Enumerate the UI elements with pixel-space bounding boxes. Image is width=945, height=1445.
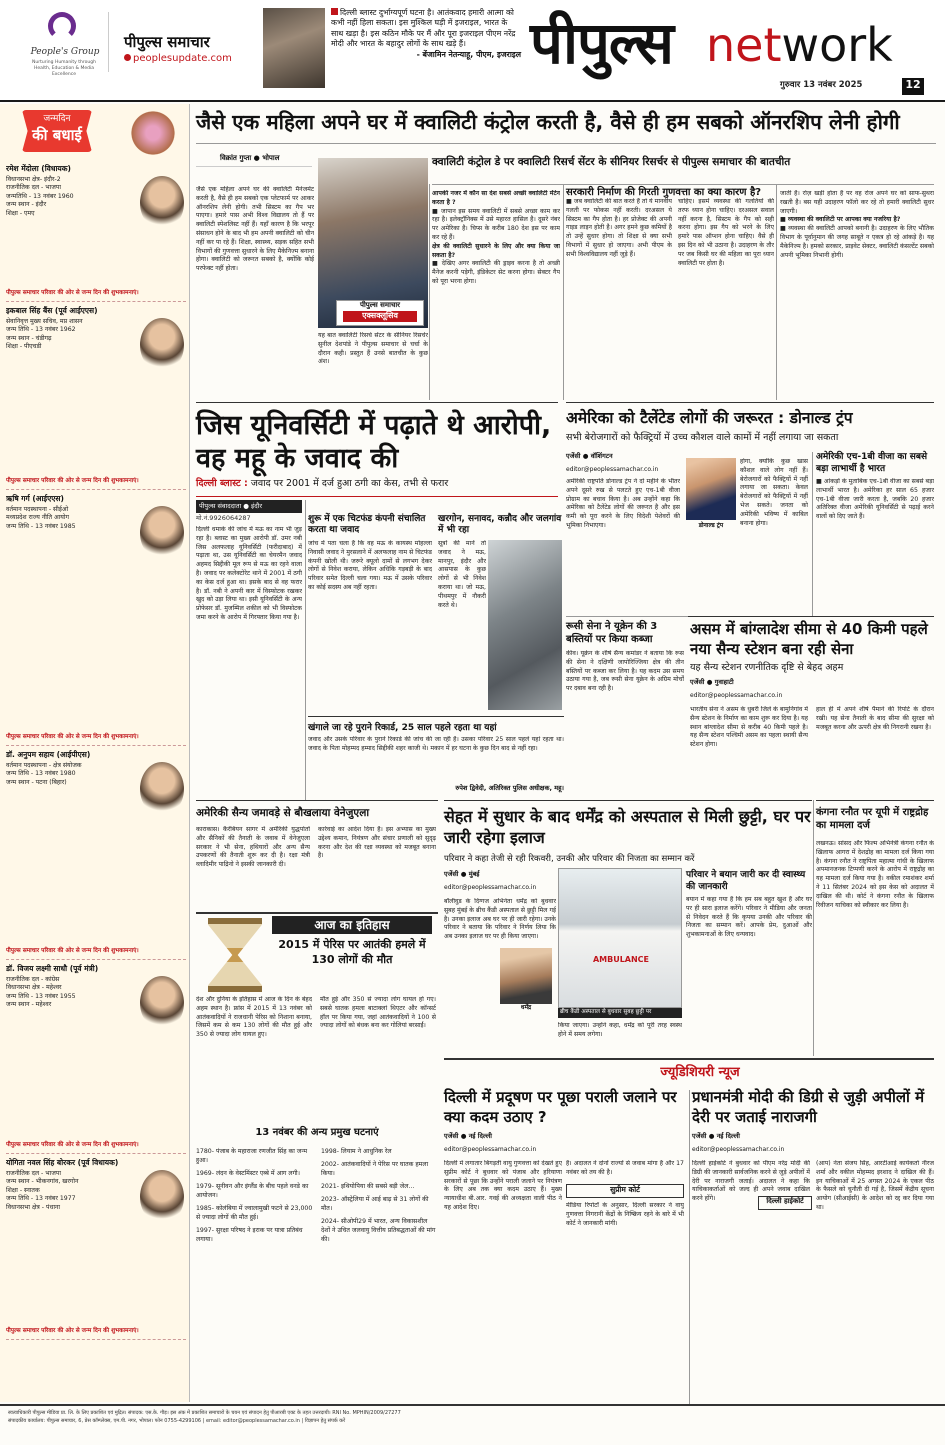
birthday-detail: विधानसभा क्षेत्र- इंदौर-2 bbox=[6, 176, 61, 184]
lead-deck: क्वालिटी कंट्रोल डे पर क्वालिटी रिसर्च सेंटर के सीनियर रिसर्चर से पीपुल्स समाचार की बातचीत bbox=[432, 156, 791, 168]
birthday-name: योगिता नवल सिंह बोरकर (पूर्व विधायक) bbox=[6, 1158, 119, 1167]
dharmendra-headline: सेहत में सुधार के बाद धर्मेंद्र को अस्पताल से मिली छुट्टी, घर पर जारी रहेगा इलाज bbox=[444, 807, 811, 848]
history-body-col1: देश और दुनिया के इतिहास में आज के दिन के बेहद अहम स्थान है। फ्रांस में 2015 में 13 नवंबर को आतंकवादियों ने राजधानी पेरिस को निशाना बनाया, जिसमें कम से कम 130 लोगों की मौत हुई और 350 से ज्यादा लोग घायल हुए। bbox=[196, 996, 312, 1039]
flower-basket-icon bbox=[128, 108, 178, 158]
ambulance-caption: ब्रीच कैंडी अस्पताल से बुधवार सुबह छुट्टी पर bbox=[558, 1008, 682, 1018]
univ-body-col4: जवाद और उसके परिवार के पुराने रिकार्ड की जांच की जा रही है। उसका परिवार 25 साल पहले यहां रहता था। जवाद के पिता मोहम्मद हम्माद सिद्दीकी शहर काजी थे। मकान में हर घटना के कुछ दिन बाद से नहीं रहा। bbox=[308, 736, 564, 752]
lead-byline: विक्रांत गुप्ता ● भोपाल bbox=[220, 154, 280, 162]
trump-photo-caption: डोनाल्ड ट्रंप bbox=[698, 522, 724, 529]
birthday-photo bbox=[140, 176, 184, 230]
birthday-detail: राजनीतिक दल - भाजपा bbox=[6, 1170, 61, 1178]
quote-box: दिल्ली ब्लास्ट दुर्भाग्यपूर्ण घटना है। आतंकवाद हमारी आत्मा को कभी नहीं हिला सकता। इस मुश्किल घड़ी में इजराइल, भारत के साथ खड़ा है। इस कठिन मौके पर मैं और पूरा इजराइल पीएम नरेंद्र मोदी और भारत के बहादुर लोगों के साथ खड़े हैं। - बेंजामिन नेतन्याहू, पीएम, इजराइल bbox=[331, 8, 521, 60]
lead-body-col3: आपकी नजर में कौन सा देश सबसे अच्छी क्वालिटी मेंटेन करता है ? ■ जापान इस समय क्वालिटी में सबसे अच्छा काम कर रहा है। इलेक्ट्रॉनिक्स में उसे महारत हासिल है। दूसरे नंबर पर अमेरिका है। चिप्स के करीब 180 देश इस पर काम कर रहे हैं। क्षेत्र की क्वालिटी सुधारने के लिए और क्या किया जा सकता है? ■ देखिए अगर क्वालिटी की ड्राइव करना है तो अच्छी मैनेज करनी पड़ेगी, इंडिकेटर सेट करना होगा। सेक्टर गैप को पूरा भरना होगा। bbox=[432, 190, 560, 285]
birthday-wish: पीपुल्स समाचार परिवार की ओर से जन्म दिन की शुभकामनाएं। bbox=[6, 478, 139, 485]
birthday-detail: वर्तमान पदस्थापना - सीईओ bbox=[6, 506, 69, 514]
trump-email: editor@peoplessamachar.co.in bbox=[566, 466, 659, 473]
tag-supreme-court: सुप्रीम कोर्ट bbox=[566, 1184, 684, 1198]
judiciary-headline-right: प्रधानमंत्री मोदी की डिग्री से जुड़ी अपीलों में देरी पर जताई नाराजगी bbox=[692, 1088, 925, 1126]
website[interactable]: peoplesupdate.com bbox=[124, 52, 232, 66]
venezuela-headline: अमेरिकी सैन्य जमावड़े से बौखलाया वेनेजुएला bbox=[196, 807, 370, 819]
assam-headline: असम में बांग्लादेश सीमा से 40 किमी पहले नया सैन्य स्टेशन बना रही सेना bbox=[690, 620, 928, 658]
birthday-detail: जन्म तिथि - 13 नवंबर 1985 bbox=[6, 522, 76, 530]
trump-side-head: अमेरिकी एच-1बी वीजा का सबसे बड़ा लाभार्थी है भारत bbox=[816, 452, 928, 474]
history-event: 2024- सीओपी29 में भारत, अन्य विकासशील देशों ने उचित जलवायु वित्तीय प्रतिबद्धताओं की मांग की। bbox=[321, 1217, 436, 1243]
birthday-photo bbox=[140, 762, 184, 816]
assam-email: editor@peoplessamachar.co.in bbox=[690, 692, 783, 699]
page-number: 12 bbox=[902, 78, 924, 95]
lead-body-col6: जाती है। रोज़ खड़ी होता है पर वह रोज अपने घर को साफ-सुथरा रखती है। बस यही उदाहरण फॉलो कर रहे तो हमारी क्वालिटी सुधर जाएगी। ■ व्यवस्था की क्वालिटी पर आपका क्या नजरिया है? ■ व्यवस्था की क्वालिटी आपको बनानी है। उदाहरण के लिए भौतिक विभाग के पूर्वानुमान की जगह साबूते न एकत्र हो रहे आंकड़े है। यह मैकेनिज्म है। हमको सरकार, प्राइवेट सेक्टर, क्वालिटी कंसल्टेंट सबको अपनी भूमिका निभानी होगी। bbox=[780, 190, 934, 259]
birthday-name: ऋषि गर्ग (आईएएस) bbox=[6, 494, 64, 503]
judiciary-headline-left: दिल्ली में प्रदूषण पर पूछा पराली जलाने पर क्या कदम उठाए ? bbox=[444, 1088, 677, 1126]
history-event: 1780- पंजाब के महाराजा रणजीत सिंह का जन्म हुआ। bbox=[196, 1148, 308, 1164]
birthday-list bbox=[6, 164, 186, 1344]
ambulance-photo: AMBULANCE bbox=[558, 868, 682, 1008]
birthday-name: डॉ. अनुपम सहाय (आईपीएस) bbox=[6, 750, 91, 759]
birthday-wish: पीपुल्स समाचार परिवार की ओर से जन्म दिन की शुभकामनाएं। bbox=[6, 290, 139, 297]
dharmendra-photo bbox=[500, 948, 552, 1004]
birthday-entry bbox=[6, 1158, 186, 1340]
birthday-name: डॉ. विजय लक्ष्मी साधौ (पूर्व मंत्री) bbox=[6, 964, 99, 973]
birthday-detail: जन्म स्थान - महेश्वर bbox=[6, 1001, 52, 1009]
history-event: 2002- आतंकवादियों ने पेरिस पर घातक हमला किया। bbox=[321, 1160, 429, 1177]
tag-delhi-high-court: दिल्ली हाईकोर्ट bbox=[758, 1196, 812, 1210]
footer-line-1: स्वत्वाधिकारी पीपुल्स मीडिया प्रा. लि. के लिए प्रकाशित एवं मुद्रित। संपादक: एस.के. गौड़। इस अंक में प्रकाशित समाचारों के चयन एवं संपादन हेतु पीआरबी एक्ट के तहत उत्तरदायी। RNI No. MPHIN/2009/27277 bbox=[8, 1410, 401, 1416]
birthday-photo bbox=[140, 506, 184, 560]
lead-q2: सरकारी निर्माण की गिरती गुणवत्ता का क्या कारण है? bbox=[566, 187, 762, 198]
birthday-column bbox=[0, 104, 190, 1402]
birthday-name: रमेश मेंदोला (विधायक) bbox=[6, 164, 71, 173]
dharmendra-email: editor@peoplessamachar.co.in bbox=[444, 884, 537, 891]
judiciary-left-body-col2b: मीडिया रिपोर्टों के अनुसार, दिल्ली सरकार ने वायु गुणवत्ता निगरानी केंद्रों के निष्क्रिय रहने के बारे में भी कोर्ट ने जानकारी मांगी। bbox=[566, 1202, 684, 1227]
univ-body-col2: जांच में पता चला है कि वह मऊ के कायस्थ मोहल्ला निवासी जवाद ने मुरसलाने में अलफलाह नाम से चिटफंड कंपनी खोली थी। जरूरे क्यूलो दामों से लगभग देकर लोगों से निवेश कराया, लेकिन अधिकि गड़बड़ी के बाद परिवार समेत दिल्ली चला गया। मऊ में उसके परिवार का कोई सदस्य अब नहीं रहता। bbox=[308, 540, 432, 591]
judiciary-byline-left: एजेंसी ● नई दिल्ली bbox=[444, 1132, 492, 1140]
judiciary-left-body-col2a: है। अदालत ने दोनों राज्यों से जवाब मांगा है और 17 नवंबर को तय की है। bbox=[566, 1160, 684, 1176]
birthday-wish: पीपुल्स समाचार परिवार की ओर से जन्म दिन की शुभकामनाएं। bbox=[6, 1328, 139, 1335]
assam-body-col1: भारतीय सेना ने असम के धुबरी जिले के बामुनिगांव में सैन्य स्टेशन के निर्माण का काम शुरू कर दिया है। यह स्थान बांग्लादेश सीमा से करीब 40 किमी पहले है। यह सैन्य स्टेशन पश्चिमी असम का पहला स्थायी सैन्य स्टेशन होगा। bbox=[690, 706, 808, 749]
trump-headline: अमेरिका को टैलेंटेड लोगों की जरूरत : डोनाल्ड ट्रंप bbox=[566, 409, 853, 427]
group-name: People's Group bbox=[30, 47, 100, 57]
brand-small: पीपुल्स समाचार bbox=[124, 33, 210, 51]
quote-author: - बेंजामिन नेतन्याहू, पीएम, इजराइल bbox=[416, 50, 521, 60]
history-event: 1998- लियाम ने आधुनिक रेल bbox=[321, 1148, 392, 1155]
birthday-photo bbox=[140, 1170, 184, 1224]
history-event: 1969- लंदन के वेस्टमिंस्टर एब्बे में आग लगी। bbox=[196, 1169, 301, 1177]
birthday-detail: विधानसभा क्षेत्र - पंधाना bbox=[6, 1203, 60, 1211]
birthday-wish: पीपुल्स समाचार परिवार की ओर से जन्म दिन की शुभकामनाएं। bbox=[6, 1142, 139, 1149]
birthday-entry bbox=[6, 494, 186, 746]
dharmendra-byline: एजेंसी ● मुंबई bbox=[444, 870, 480, 878]
birthday-detail: जन्म तिथि - 13 नवंबर 1977 bbox=[6, 1195, 76, 1203]
history-label: आज का इतिहास bbox=[272, 916, 432, 934]
title-hindi: पीपुल्स bbox=[530, 9, 673, 77]
univ-body-col1: दिल्ली धमाके की जांच में मऊ का नाम भी जुड़ रहा है। ब्लास्ट का मुख्य आरोपी डॉ. उमर नबी जिस अलफलाह यूनिवर्सिटी (फरीदाबाद) में पढ़ाता था, उस यूनिवर्सिटी का चेयरमैन जवाद अहमद सिद्दीकी मूल रूप से मऊ का रहने वाला है। जवाद पर कलेक्टोरेट थाने में 2001 में ठगी का केस दर्ज हुआ था। इसके बाद से वह फरार है। डॉ. नबी ने अपनी कार में विस्फोटक रखकर खुद को उड़ा लिया था। इसी यूनिवर्सिटी के अन्य प्रोफेसर डॉ. मुजम्मिल शकील को भी विस्फोटक जमा करने के आरोप में गिरफ्तार किया गया है। bbox=[196, 526, 302, 621]
birthday-detail: जन्म स्थान - भीकनगांव, खरगोन bbox=[6, 1178, 79, 1186]
birthday-photo bbox=[140, 976, 184, 1030]
history-event: 1985- कोलंबिया में ज्वालामुखी फटने से 23,000 से ज्यादा लोगों की मौत हुई। bbox=[196, 1204, 313, 1221]
events-head: 13 नवंबर की अन्य प्रमुख घटनाएं bbox=[255, 1127, 379, 1138]
bullet-icon bbox=[331, 8, 338, 15]
trump-side-body: ■ आंकड़ों के मुताबिक एच-1बी वीजा का सबसे बड़ा लाभार्थी भारत है। अमेरिका हर साल 65 हजार एच-1बी वीजा जारी करता है, जबकि 20 हजार अतिरिक्त वीजा अमेरिकी यूनिवर्सिटी से पढ़ाई करने वालों को दिए जाते हैं। bbox=[816, 478, 934, 521]
peoples-group-logo bbox=[48, 12, 76, 40]
judiciary-email-right: editor@peoplessamachar.co.in bbox=[692, 1146, 785, 1153]
footer-line-2: संपादकीय कार्यालय: पीपुल्स समाचार, 6, प्रेस कॉम्प्लेक्स, एम.पी. नगर, भोपाल। फोन 0755-4299106 | email: editor@peoplessamachar.co.in | विज्ञापन हेतु संपर्क करें bbox=[8, 1417, 346, 1424]
dharmendra-body-col2: किया जाएगा। उन्होंने कहा, धर्मेंद्र को पूरी तरह स्वस्थ होने में समय लगेगा। bbox=[558, 1022, 682, 1038]
title-english: network bbox=[706, 18, 893, 72]
history-headline: 2015 में पेरिस पर आतंकी हमले में 130 लोगों की मौत bbox=[278, 938, 426, 966]
univ-sub2: खरगोन, सनावद, कन्नौद और जलगांव में भी रहा bbox=[438, 514, 562, 536]
birthday-wish: पीपुल्स समाचार परिवार की ओर से जन्म दिन की शुभकामनाएं। bbox=[6, 948, 139, 955]
kangana-body: लखनऊ। सांसद और फिल्म अभिनेत्री कंगना रनौत के खिलाफ आगरा में देशद्रोह का मामला दर्ज किया गया है। कंगना रनौत ने राष्ट्रपिता महात्मा गांधी के खिलाफ अपमानजनक टिप्पणी करने के आरोप में राष्ट्रद्रोह का यह मामला दर्ज किया गया है। वकील रमाशंकर शर्मा ने 11 सितंबर 2024 को इस केस को अदालत में दाखिल की थी। कोर्ट ने कंगना रनौत के खिलाफ रिवीजन याचिका को स्वीकार कर लिया है। bbox=[816, 840, 934, 909]
globe-icon bbox=[124, 54, 131, 61]
history-event: 1979- सूनीवन और इंग्लैंड के बीच पहले वनडे का आयोजन। bbox=[196, 1182, 309, 1199]
history-event: 2023- ऑस्ट्रेलिया में आई बाढ़ से 31 लोगों की मौत। bbox=[321, 1195, 429, 1212]
masthead bbox=[0, 0, 945, 100]
assam-byline: एजेंसी ● गुवाहाटी bbox=[690, 678, 734, 686]
birthday-detail: वर्तमान पदस्थापना - क्षेत्र संयोजक bbox=[6, 762, 82, 770]
birthday-detail: शिक्षा - स्नातक bbox=[6, 1186, 40, 1194]
univ-body-col3: सूत्रों की मानें तो जवाद ने मऊ, मानपुर, इंदौर और आसपास के कुछ लोगों से भी निवेश कराया था। जो मऊ, पीथमपुर में नौकरी करते थे। bbox=[438, 540, 486, 609]
birthday-detail: विधानसभा क्षेत्र - महेश्वर bbox=[6, 984, 62, 992]
judiciary-email-left: editor@peoplessamachar.co.in bbox=[444, 1146, 537, 1153]
birthday-entry bbox=[6, 306, 186, 490]
birthday-entry bbox=[6, 964, 186, 1154]
univ-byline: पीपुल्स संवाददाता ● इंदौर bbox=[196, 500, 302, 513]
judiciary-left-body-col1: दिल्ली में लगातार बिगड़ती वायु गुणवत्ता को देखते हुए सुप्रीम कोर्ट ने बुधवार को पंजाब और हरियाणा सरकारों से पूछा कि उन्होंने पराली जलाने पर नियंत्रण के लिए अब तक क्या कदम उठाए हैं। मुख्य न्यायाधीश बी.आर. गवई की अध्यक्षता वाली पीठ ने यह आदेश दिए। bbox=[444, 1160, 562, 1211]
venezuela-body-col2: कार्रवाई का आदेश दिया है। इस अभ्यास का मुख्य उद्देश्य कमान, नियंत्रण और संचार प्रणाली को सुदृढ़ करना और देश की रक्षा व्यवस्था को मजबूत बनाना है। bbox=[318, 826, 436, 860]
netanyahu-photo bbox=[263, 8, 325, 88]
russia-headline: रूसी सेना ने यूक्रेन की 3 बस्तियों पर किया कब्जा bbox=[566, 621, 658, 645]
birthday-detail: जन्मतिथि - 13 नवंबर 1960 bbox=[6, 192, 74, 200]
birthday-entry bbox=[6, 164, 186, 302]
birthday-detail: शिक्षा - पीएचडी bbox=[6, 343, 42, 351]
lead-body-col4: ■ जब क्वालिटी की बात करते हैं तो ये मानवीय गलती पर फोकस नहीं करती। दरअसल ये सिस्टम का गैप होता है। हर प्रोजेक्ट की अपनी गाइड लाइन होती है। अगर हमने कुछ कमियों है तो उन्हें सुधार होगा। तो शिक्षा से क्या सभी विभागों में सुधार हो जाएगा। अभी पीएम के सभी विश्वविद्यालय नहीं जुड़े हैं। bbox=[566, 198, 672, 258]
judiciary-byline-right: एजेंसी ● नई दिल्ली bbox=[692, 1132, 740, 1140]
footer-text bbox=[8, 1410, 937, 1425]
lead-body-col5: चाहिए। इसमें व्यवस्था की गलतियों की तरफ ध्यान होना चाहिए। दरअसल सवाल नहीं करना है, सिस्टम के गैप को सही करना होगा। इस गैप को भरने के लिए हमारे पास ऑप्शन होना चाहिए। वैसे ही इस दिन को भी उठाना है। उदाहरण के तौर पर जब किसी घर की महिला का पूरा ध्यान क्वालिटी पर होता है। bbox=[678, 198, 774, 267]
trump-photo bbox=[686, 458, 736, 520]
history-section bbox=[196, 912, 438, 914]
blast-car-photo bbox=[488, 540, 562, 710]
birthday-detail: शिक्षा - एमए bbox=[6, 209, 35, 217]
assam-body-col2: हाल ही में अपने शीर्ष पैमाने की रिपोर्ट के दौरान रखी। यह सेना तैनाती के बाद सीमा की सुरक्षा को मजबूत करना और ऊपरी क्षेत्र की निगरानी रखना है। bbox=[816, 706, 934, 731]
univ-reporter: रुपेश द्विवेदी, अतिरिक्त पुलिस अधीक्षक, महू। bbox=[455, 784, 564, 792]
judiciary-right-body-col1: दिल्ली हाईकोर्ट ने बुधवार को पीएम नरेंद्र मोदी की डिग्री की जानकारी सार्वजनिक करने से जुड़े अपीलों में देरी पर नाराजगी जताई। अदालत ने कहा कि याचिकाकर्ताओं को जल्द ही अपने जवाब दाखिल करने होंगे। bbox=[692, 1160, 810, 1203]
univ-headline: जिस यूनिवर्सिटी में पढ़ाते थे आरोपी, वह महू के जवाद की bbox=[196, 410, 552, 474]
venezuela-body-col1: काराकास। कैरेबियन सागर में अमेरिकी युद्धपोतों और सैनिकों की तैनाती के जवाब में वेनेजुएला सरकार ने भी सेना, हथियारों और अन्य सैन्य उपकरणों की तैनाती शुरू कर दी है। रक्षा मंत्री व्लादिमीर पाद्रिनो ने इसकी जानकारी दी। bbox=[196, 826, 310, 869]
judiciary-right-body-col2: (आप) नेता संजय सिंह, आरटीआई कार्यकर्ता नीरज शर्मा और वकील मोहम्मद इरशाद ने दाखिल की हैं। इन याचिकाओं में 25 अगस्त 2024 के एकल पीठ के फैसले को चुनौती दी गई है, जिसमें केंद्रीय सूचना आयोग (सीआईसी) के आदेश को रद्द कर दिया गया था। bbox=[816, 1160, 934, 1211]
trump-byline: एजेंसी ● वॉशिंगटन bbox=[566, 452, 613, 460]
birthday-detail: जन्म तिथि - 13 नवंबर 1955 bbox=[6, 992, 76, 1000]
history-event: 1997- सुरक्षा परिषद ने इराक पर यात्रा प्रतिबंध लगाया। bbox=[196, 1226, 303, 1243]
birthday-detail: सेवानिवृत्त मुख्य सचिव, मप्र शासन bbox=[6, 318, 83, 326]
univ-sub1: शुरू में एक चिटफंड कंपनी संचालित करता था जवाद bbox=[308, 514, 426, 536]
trump-body-col1: अमेरिकी राष्ट्रपति डोनाल्ड ट्रंप ने दो महीने के भीतर अपने दूसरे रुख से पलटते हुए एच-1बी वीजा प्रोग्राम का बचाव किया है। अब उन्होंने कहा कि अमेरिका को टैलेंटेड लोगों की जरूरत है और इस कमी को पूरा करने के लिए विदेशी पेशेवरों की भूमिका निभाएगा। bbox=[566, 478, 680, 529]
lead-body-col2: यह बात क्वालिटी रिसर्च सेंटर के सीनियर रिसर्चर सुनील देशपांडे ने पीपुल्स समाचार से चर्चा के दौरान कही। प्रस्तुत हैं उनसे बातचीत के कुछ अंश। bbox=[318, 332, 428, 366]
events-list bbox=[196, 1148, 438, 1404]
dharmendra-photo-caption: धर्मेंद्र bbox=[520, 1004, 532, 1011]
birthday-wish: पीपुल्स समाचार परिवार की ओर से जन्म दिन की शुभकामनाएं। bbox=[6, 734, 139, 741]
dharmendra-body-col1: बॉलीवुड के दिग्गज अभिनेता धर्मेंद्र को बुधवार सुबह मुंबई के ब्रीच कैंडी अस्पताल से छुट्टी मिल गई है। उनका इलाज अब घर पर ही जारी रहेगा। उनके परिवार ने बताया कि परिवार ने निर्णय लिया कि अब उनका इलाज घर पर ही किया जाएगा। bbox=[444, 898, 556, 941]
birthday-detail: जन्म स्थान - चंडीगढ़ bbox=[6, 334, 52, 342]
trump-body-col2: होगा, क्योंकि कुछ खास कौशल वाले लोग नहीं हैं। बेरोजगारों को फैक्ट्रियों में नहीं लगाया जा सकता। केवल बेरोजगारों को फैक्ट्रियों में नहीं भेज सकते। जनता को अमेरिकी भविष्य में काबिल बनाना होगा। bbox=[740, 458, 808, 527]
univ-subhead: दिल्ली ब्लास्ट : जवाद पर 2001 में दर्ज हुआ ठगी का केस, तभी से फरार bbox=[196, 478, 449, 489]
birthday-photo bbox=[140, 318, 184, 372]
birthday-detail: राजनीतिक दल - कांग्रेस bbox=[6, 976, 60, 984]
birthday-header-top: जन्मदिन bbox=[43, 114, 71, 124]
dharmendra-deck: परिवार ने कहा तेजी से रही रिकवरी, उनकी और परिवार की निजता का सम्मान करें bbox=[444, 854, 695, 864]
birthday-detail: मध्यप्रदेश राज्य नीति आयोग bbox=[6, 514, 69, 522]
trump-deck: सभी बेरोजगारों को फैक्ट्रियों में उच्च कौशल वाले कामों में नहीं लगाया जा सकता bbox=[566, 432, 839, 443]
dharmendra-side-body: बयान में कहा गया है कि हम सब बहुत खुश हैं और घर पर ही सारा इलाज करेंगे। परिवार ने मीडिया और जनता से निवेदन करते हैं कि कृपया उनकी और परिवार की निजता का सम्मान करें। आपके प्रेम, दुआओं और शुभकामनाओं के लिए धन्यवाद। bbox=[686, 896, 812, 939]
exclusive-badge: पीपुल्स समाचार एक्सक्लूसिव bbox=[336, 300, 424, 326]
birthday-name: इकबाल सिंह बैंस (पूर्व आईएएस) bbox=[6, 306, 98, 315]
judiciary-label: ज्यूडिशियरी न्यूज bbox=[660, 1065, 740, 1080]
assam-deck: यह सैन्य स्टेशन रणनीतिक दृष्टि से बेहद अहम bbox=[690, 662, 844, 673]
birthday-header-bottom: की बधाई bbox=[32, 126, 82, 144]
issue-date: गुरुवार 13 नवंबर 2025 bbox=[780, 80, 863, 90]
univ-mobile: मो.नं.9926064287 bbox=[196, 514, 251, 522]
birthday-entry bbox=[6, 750, 186, 960]
history-event: 2021- इथियोपिया की सबसे बड़ी जेल... bbox=[321, 1182, 415, 1190]
dharmendra-side-head: परिवार ने बयान जारी कर दी स्वास्थ्य की जानकारी bbox=[686, 870, 806, 892]
russia-body: कीव। यूक्रेन के शीर्ष सैन्य कमांडर ने बताया कि रूस की सेना ने दक्षिणी जापोरिज्जिया क्षेत्र की तीन बस्तियों पर कब्जा कर लिया है। यह कदम उस समय उठाया गया है, जब रूसी सेना यूक्रेन के अग्रिम मोर्चों पर दबाव बना रही है। bbox=[566, 650, 684, 693]
birthday-detail: जन्म तिथि - 13 नवंबर 1962 bbox=[6, 326, 76, 334]
birthday-detail: राजनीतिक दल - भाजपा bbox=[6, 184, 61, 192]
birthday-detail: जन्म स्थान - इंदौर bbox=[6, 201, 47, 209]
birthday-detail: जन्म तिथि - 13 नवंबर 1980 bbox=[6, 770, 76, 778]
group-tagline: Nurturing Humanity through Health, Education & Media Excellence bbox=[32, 60, 96, 78]
record-head: खंगाले जा रहे पुराने रिकार्ड, 25 साल पहले रहता था यहां bbox=[308, 723, 497, 733]
lead-body-col1: जैसे एक महिला अपने घर की क्वालिटी मैनेजमेंट करती है, वैसे ही हम सबको एक प्लेटफार्म पर आकर ऑनरशिप लेनी होगी। तभी सिस्टम का गैप भर पाएगा। हमारे पास अभी विश्व विद्यालय तो हैं पर क्वालिटी स्पेशलिस्ट नहीं हैं। यहाँ कारण है कि भरपूर संसाधन होने के बाद भी हम अपनी क्वालिटी को चीन नहीं कर पा रहे हैं। शिक्षा, स्वास्थ्य, सड़क सहित सभी विभागों की गुणवत्ता सुधारने के लिए मैकेनिज्म बनाना होगा। क्वालिटी को जरूरत सबको है, क्योंकि कोई परफेक्ट नहीं होता। bbox=[196, 186, 314, 273]
kangana-headline: कंगना रनौत पर यूपी में राष्ट्रद्रोह का मामला दर्ज bbox=[816, 807, 929, 831]
lead-headline: जैसे एक महिला अपने घर में क्वालिटी कंट्रोल करती है, वैसे ही हम सबको ऑनरशिप लेनी होगी bbox=[196, 110, 900, 134]
history-body-col2: मौत हुई और 350 से ज्यादा लोग घायल हो गए। सबसे घातक हमला बाटाक्लां थिएटर और कॉन्सर्ट हॉल पर किया गया, जहां आतंकवादियों ने 100 से ज्यादा लोगों को बंधक बना कर गोलियां बरसाईं। bbox=[320, 996, 436, 1030]
birthday-detail: जन्म स्थान - पटना (बिहार) bbox=[6, 778, 67, 786]
hourglass-icon bbox=[208, 918, 262, 992]
